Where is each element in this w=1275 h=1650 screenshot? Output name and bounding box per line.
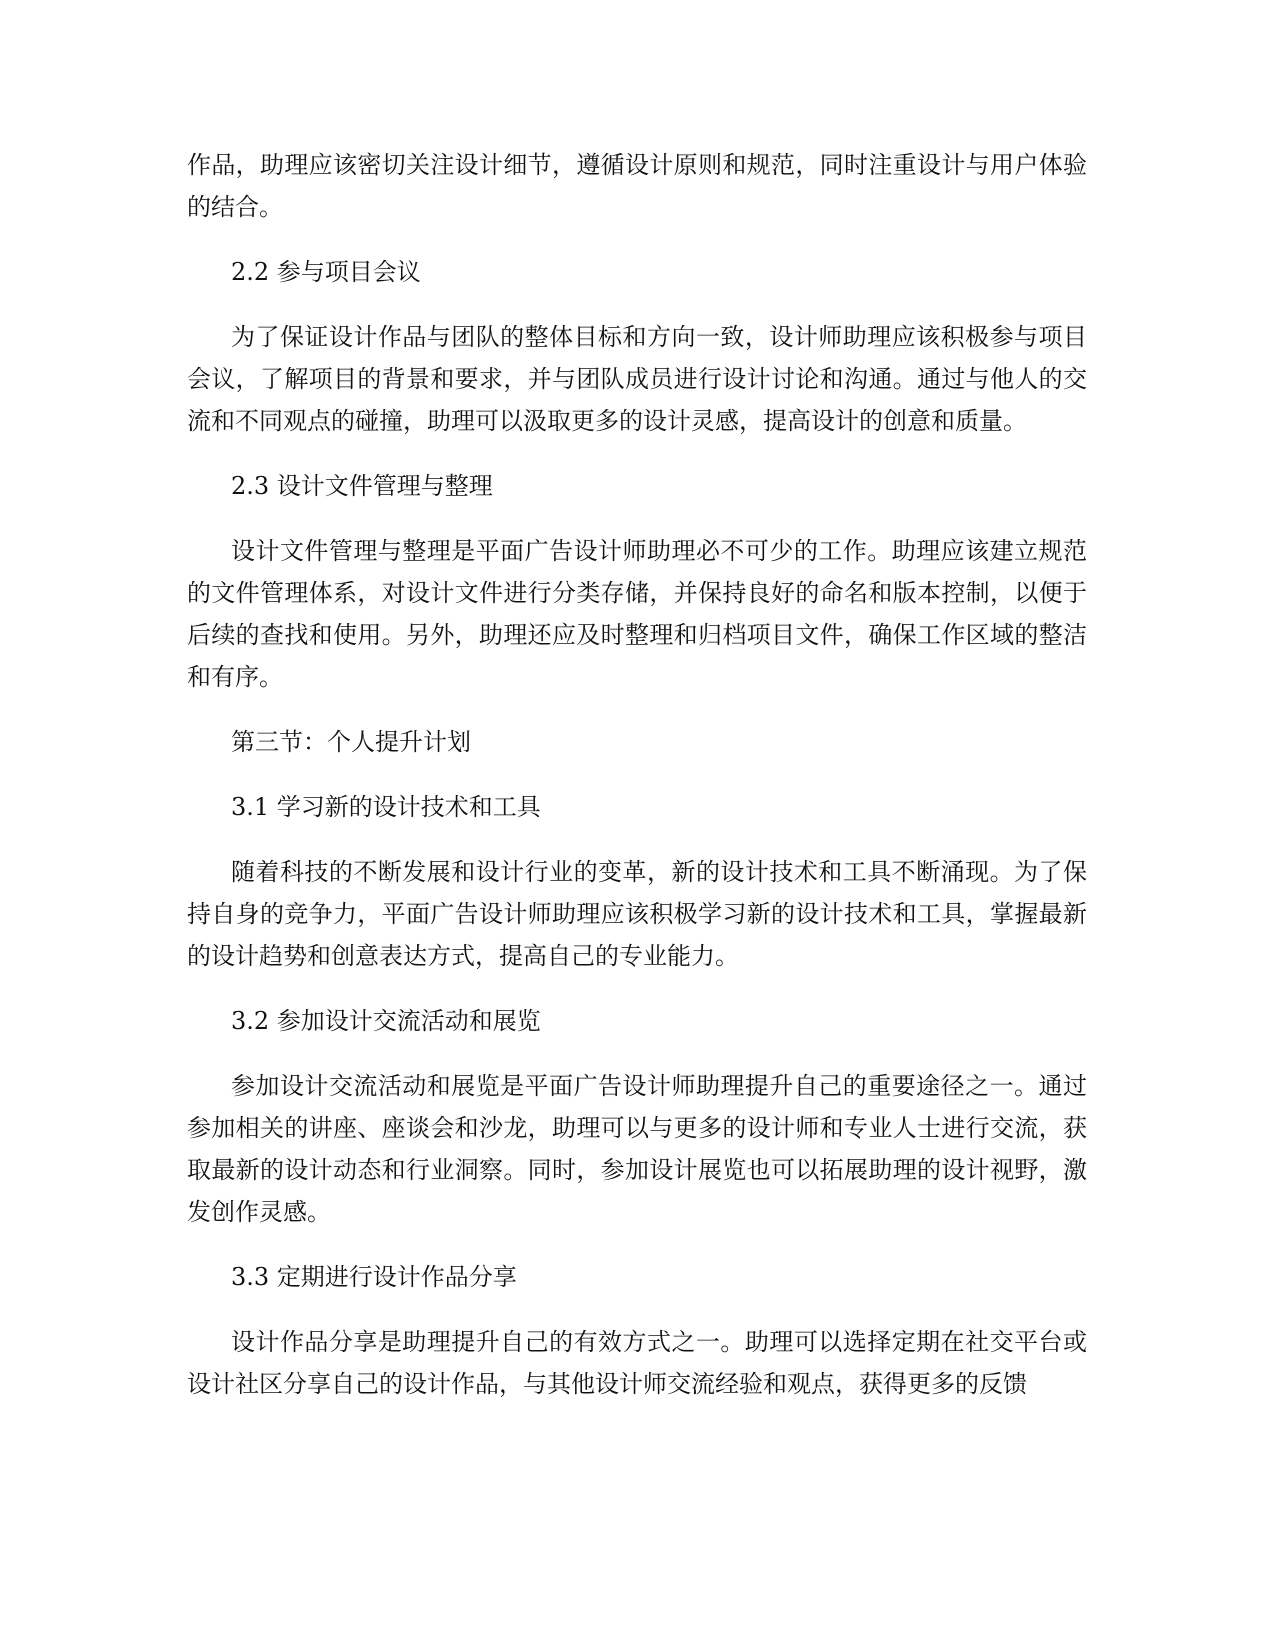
paragraph-continued: 作品，助理应该密切关注设计细节，遵循设计原则和规范，同时注重设计与用户体验的结合。 [187, 151, 1087, 221]
paragraph-learn-new-tech: 随着科技的不断发展和设计行业的变革，新的设计技术和工具不断涌现。为了保持自身的竞争力，平面广告设计师助理应该积极学习新的设计技术和工具，掌握最新的设计趋势和创意表达方式，提高自己的专业能力。 [187, 858, 1087, 970]
chapter-heading-section-3: 第三节：个人提升计划 [231, 728, 471, 756]
paragraph-work-sharing: 设计作品分享是助理提升自己的有效方式之一。助理可以选择定期在社交平台或设计社区分享自己的设计作品，与其他设计师交流经验和观点，获得更多的反馈 [187, 1328, 1087, 1398]
document-body [187, 144, 1087, 1428]
section-heading-2-2: 2.2 参与项目会议 [231, 258, 421, 286]
section-heading-3-2: 3.2 参加设计交流活动和展览 [231, 1007, 541, 1035]
paragraph-project-meetings: 为了保证设计作品与团队的整体目标和方向一致，设计师助理应该积极参与项目会议，了解项目的背景和要求，并与团队成员进行设计讨论和沟通。通过与他人的交流和不同观点的碰撞，助理可以汲取更多的设计灵感，提高设计的创意和质量。 [187, 323, 1087, 435]
paragraph-design-exchange: 参加设计交流活动和展览是平面广告设计师助理提升自己的重要途径之一。通过参加相关的讲座、座谈会和沙龙，助理可以与更多的设计师和专业人士进行交流，获取最新的设计动态和行业洞察。同时，参加设计展览也可以拓展助理的设计视野，激发创作灵感。 [187, 1072, 1087, 1226]
paragraph-file-management: 设计文件管理与整理是平面广告设计师助理必不可少的工作。助理应该建立规范的文件管理体系，对设计文件进行分类存储，并保持良好的命名和版本控制，以便于后续的查找和使用。另外，助理还应及时整理和归档项目文件，确保工作区域的整洁和有序。 [187, 537, 1087, 691]
section-heading-2-3: 2.3 设计文件管理与整理 [231, 472, 493, 500]
section-heading-3-1: 3.1 学习新的设计技术和工具 [231, 793, 541, 821]
section-heading-3-3: 3.3 定期进行设计作品分享 [231, 1263, 517, 1291]
